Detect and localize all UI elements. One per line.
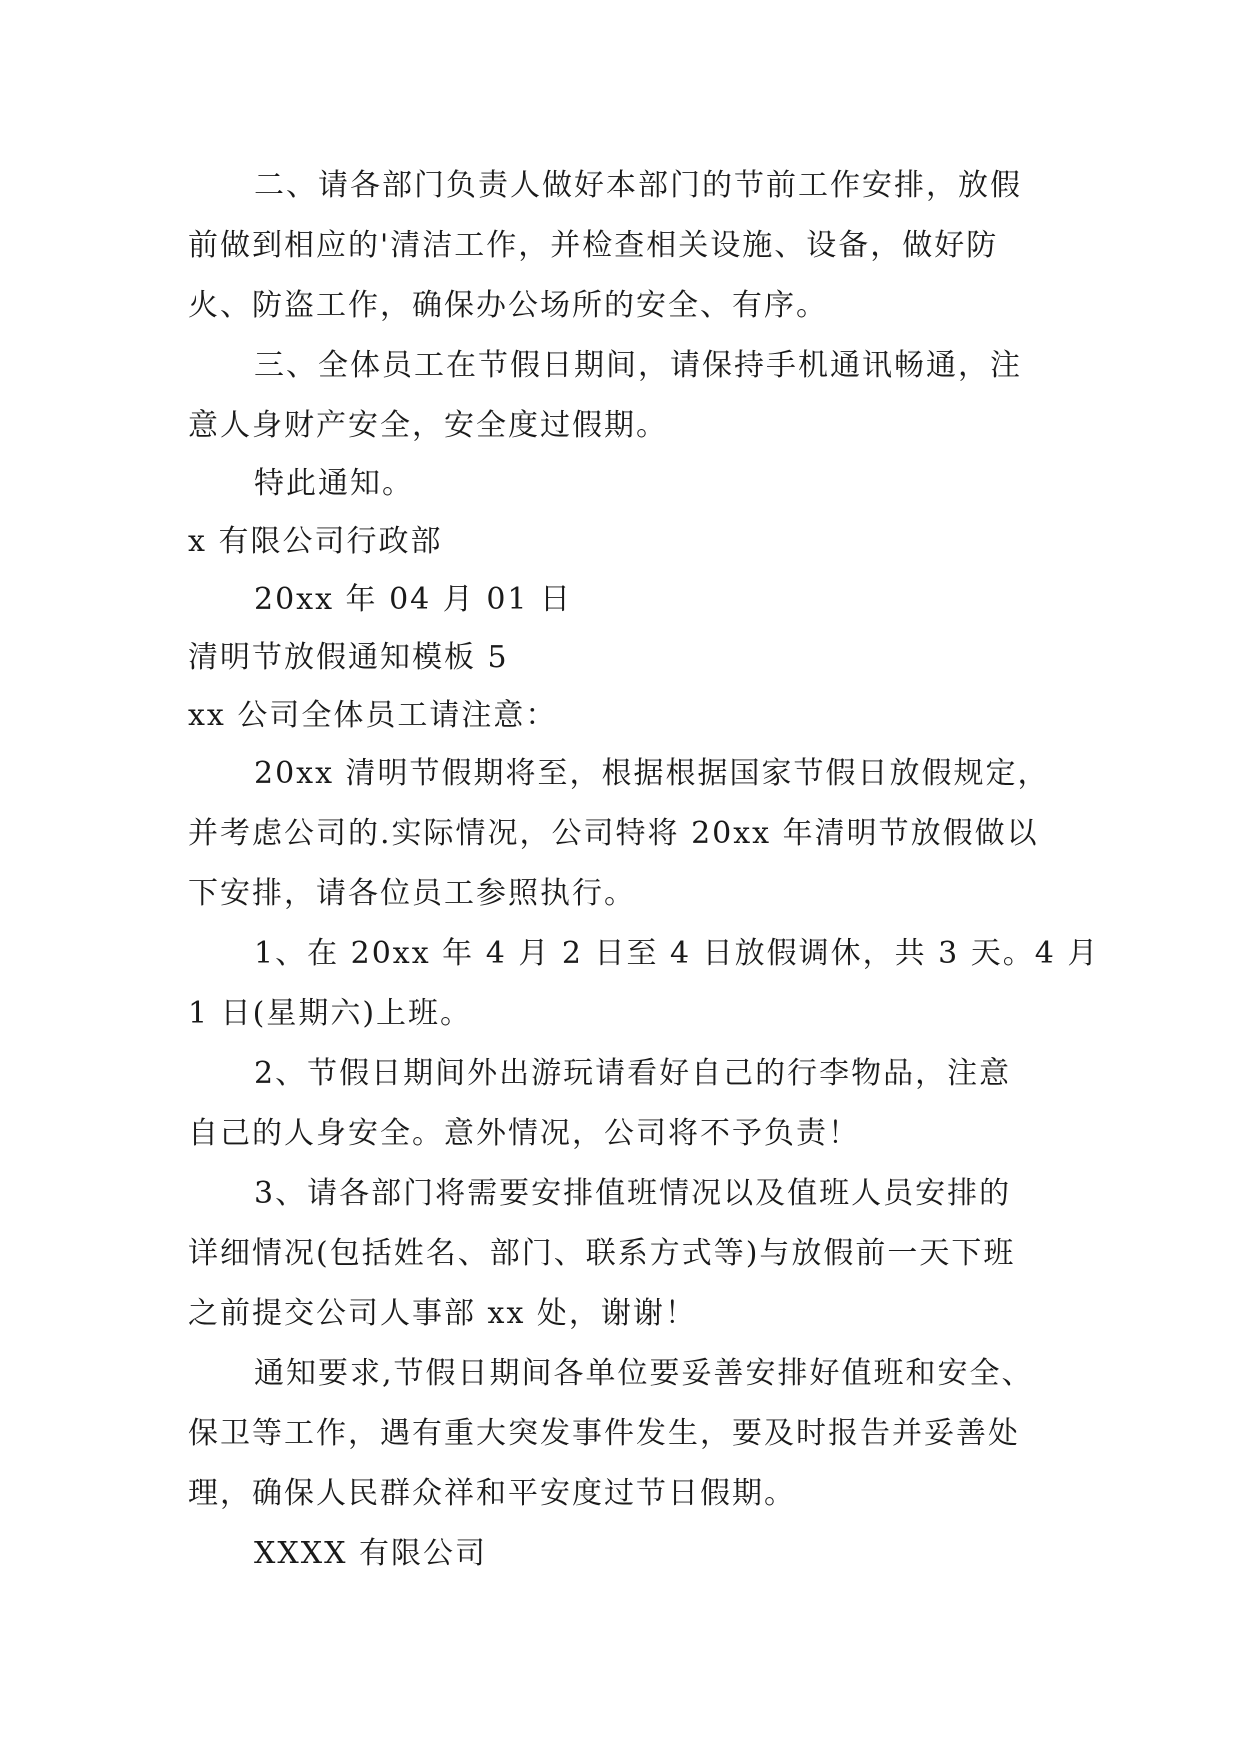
company-signature: XXXX 有限公司 [254, 1536, 487, 1571]
signature-department: x 有限公司行政部 [188, 524, 443, 559]
intro-line-2: 并考虑公司的.实际情况，公司特将 20xx 年清明节放假做以 [188, 816, 1039, 851]
paragraph-2-line-2: 前做到相应的'清洁工作，并检查相关设施、设备，做好防 [188, 228, 999, 263]
intro-line-3: 下安排，请各位员工参照执行。 [188, 876, 636, 911]
item-1-line-1: 1、在 20xx 年 4 月 2 日至 4 日放假调休，共 3 天。4 月 [254, 936, 1100, 971]
item-3-line-3: 之前提交公司人事部 xx 处，谢谢！ [188, 1296, 697, 1331]
item-2-line-1: 2、节假日期间外出游玩请看好自己的行李物品，注意 [254, 1056, 1012, 1091]
paragraph-2-line-3: 火、防盗工作，确保办公场所的安全、有序。 [188, 288, 828, 323]
requirements-line-1: 通知要求,节假日期间各单位要妥善安排好值班和安全、 [254, 1356, 1034, 1391]
paragraph-3-line-2: 意人身财产安全，安全度过假期。 [188, 408, 668, 443]
requirements-line-3: 理，确保人民群众祥和平安度过节日假期。 [188, 1476, 796, 1511]
salutation: xx 公司全体员工请注意： [188, 698, 558, 733]
closing-notice: 特此通知。 [254, 466, 414, 501]
signature-date: 20xx 年 04 月 01 日 [254, 582, 573, 617]
intro-line-1: 20xx 清明节假期将至，根据根据国家节假日放假规定， [254, 756, 1050, 791]
item-3-line-1: 3、请各部门将需要安排值班情况以及值班人员安排的 [254, 1176, 1012, 1211]
paragraph-3-line-1: 三、全体员工在节假日期间，请保持手机通讯畅通，注 [254, 348, 1022, 383]
paragraph-2-line-1: 二、请各部门负责人做好本部门的节前工作安排，放假 [254, 168, 1022, 203]
item-2-line-2: 自己的人身安全。意外情况，公司将不予负责！ [188, 1116, 860, 1151]
item-3-line-2: 详细情况(包括姓名、部门、联系方式等)与放假前一天下班 [188, 1236, 1016, 1271]
item-1-line-2: 1 日(星期六)上班。 [188, 996, 473, 1031]
section-title: 清明节放假通知模板 5 [188, 640, 509, 675]
requirements-line-2: 保卫等工作，遇有重大突发事件发生，要及时报告并妥善处 [188, 1416, 1020, 1451]
